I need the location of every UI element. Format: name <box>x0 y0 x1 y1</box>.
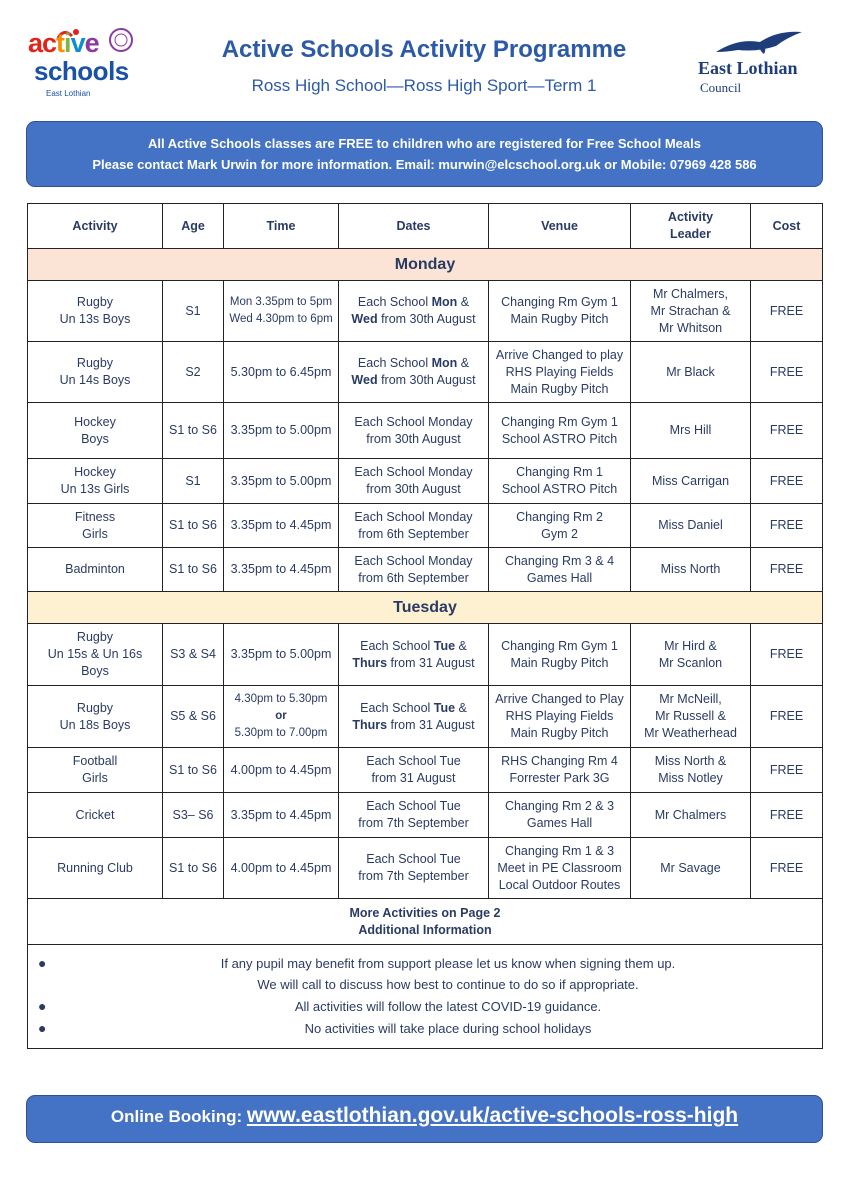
activity-line: Rugby <box>76 700 114 715</box>
dates-text-part: Each School <box>360 700 434 715</box>
leader-header-line-1: Activity <box>667 210 714 224</box>
dates-text-part: Mon <box>431 356 458 370</box>
leader-line: Mr Scanlon <box>658 655 723 670</box>
dates-line: Each School Tue <box>366 754 461 768</box>
leader-line: Mr Black <box>666 364 715 379</box>
activity-line: Fitness <box>74 509 116 524</box>
venue-line: Main Rugby Pitch <box>510 312 609 326</box>
cell-leader <box>631 624 751 686</box>
day-label-monday: Monday <box>28 249 823 281</box>
cell-time <box>224 793 339 838</box>
time-line: 4.00pm to 4.45pm <box>230 762 332 777</box>
venue-line: Main Rugby Pitch <box>510 381 609 396</box>
cell-age: S1 to S6 <box>163 548 224 592</box>
cell-age: S1 to S6 <box>163 838 224 899</box>
cell-activity <box>28 459 163 504</box>
leader-line: Mr Weatherhead <box>644 726 737 740</box>
cell-cost: FREE <box>751 281 823 342</box>
col-header-dates: Dates <box>339 204 489 249</box>
dates-line <box>342 311 485 328</box>
venue-line: Forrester Park 3G <box>509 771 610 785</box>
venue-line: School ASTRO Pitch <box>501 482 618 496</box>
cell-age: S1 to S6 <box>163 504 224 548</box>
leader-line: Miss Carrigan <box>651 473 730 488</box>
cell-venue <box>489 548 631 592</box>
venue-line: School ASTRO Pitch <box>501 431 618 446</box>
online-booking-banner <box>26 1095 823 1143</box>
more-activities-row <box>28 899 823 945</box>
venue-line: Meet in PE Classroom <box>497 860 622 875</box>
cell-venue <box>489 504 631 548</box>
activity-row <box>28 548 823 592</box>
activity-row <box>28 624 823 686</box>
activity-line: Running Club <box>57 860 133 875</box>
activity-line: Un 18s Boys <box>59 717 131 732</box>
time-line: 5.30pm to 6.45pm <box>230 364 332 379</box>
activity-line: Football <box>72 754 118 768</box>
dates-text-part: Each School <box>360 638 434 653</box>
cell-venue <box>489 342 631 403</box>
cell-dates <box>339 504 489 548</box>
dates-line: Each School Monday <box>354 465 473 479</box>
info-bullet-text: All activities will follow the latest COVID-19 guidance. <box>294 999 602 1014</box>
leader-line: Mr Savage <box>660 860 721 875</box>
dates-text-part: Each School <box>357 356 432 370</box>
cell-activity <box>28 838 163 899</box>
cell-venue <box>489 793 631 838</box>
cell-cost: FREE <box>751 504 823 548</box>
activity-line: Boys <box>81 431 109 446</box>
venue-line: RHS Playing Fields <box>505 364 614 379</box>
leader-line: Miss North & <box>654 754 727 768</box>
dates-text-part: from 31 August <box>387 717 475 732</box>
bullet-icon: ● <box>38 955 47 971</box>
venue-line: Arrive Changed to play <box>495 347 624 362</box>
time-line: or <box>275 710 287 722</box>
dates-text-part: from 30th August <box>377 373 476 387</box>
banner-line-1: All Active Schools classes are FREE to children who are registered for Free School Meals <box>148 136 701 151</box>
activity-line: Girls <box>82 526 108 541</box>
venue-line: Local Outdoor Routes <box>498 877 621 892</box>
cell-activity <box>28 281 163 342</box>
time-line: 4.00pm to 4.45pm <box>230 860 332 875</box>
info-row <box>28 945 823 1049</box>
day-label-tuesday: Tuesday <box>28 592 823 624</box>
cell-leader <box>631 686 751 748</box>
more-activities-text: More Activities on Page 2 <box>349 905 501 920</box>
activity-line: Girls <box>82 771 108 785</box>
activity-line: Badminton <box>65 562 125 576</box>
bird-icon <box>698 28 828 60</box>
activity-row <box>28 504 823 548</box>
cell-leader <box>631 342 751 403</box>
dates-line <box>342 717 485 734</box>
activity-table <box>27 203 823 1049</box>
cell-leader <box>631 281 751 342</box>
cell-time <box>224 748 339 793</box>
dates-line <box>342 372 485 389</box>
cell-time <box>224 624 339 686</box>
dates-text-part: Wed <box>351 373 378 387</box>
leader-line: Miss Daniel <box>658 518 723 532</box>
cell-activity <box>28 624 163 686</box>
dates-text-part: Tue <box>433 638 456 653</box>
cell-age: S3– S6 <box>163 793 224 838</box>
dates-text-part: Mon <box>431 295 458 309</box>
activity-row <box>28 838 823 899</box>
leader-line: Mrs Hill <box>669 423 712 437</box>
booking-link[interactable]: www.eastlothian.gov.uk/active-schools-ross-high <box>246 1104 739 1127</box>
dates-line <box>342 355 485 372</box>
leader-line: Miss North <box>660 562 721 576</box>
cell-venue <box>489 459 631 504</box>
dates-line: Each School Monday <box>354 509 473 524</box>
logo-region-text: East Lothian <box>46 89 91 98</box>
cell-cost: FREE <box>751 548 823 592</box>
booking-label: Online Booking: <box>110 1107 247 1126</box>
dates-line: from 7th September <box>358 816 469 830</box>
dates-text-part: Wed <box>351 312 378 326</box>
venue-line: Main Rugby Pitch <box>510 655 609 670</box>
cell-cost: FREE <box>751 342 823 403</box>
cell-leader <box>631 403 751 459</box>
leader-line: Mr Hird & <box>664 638 717 653</box>
info-cell <box>28 945 823 1049</box>
col-header-age: Age <box>163 204 224 249</box>
activity-line: Rugby <box>76 356 114 370</box>
council-name: East Lothian <box>698 58 798 78</box>
time-line: 3.35pm to 4.45pm <box>230 562 332 576</box>
cell-activity <box>28 748 163 793</box>
cell-dates <box>339 459 489 504</box>
cell-dates <box>339 281 489 342</box>
activity-row <box>28 793 823 838</box>
bullet-icon: ● <box>38 1020 47 1036</box>
activity-row <box>28 403 823 459</box>
venue-line: RHS Playing Fields <box>505 709 614 723</box>
venue-line: Changing Rm 1 <box>516 465 603 479</box>
cell-cost: FREE <box>751 793 823 838</box>
info-bullet-text: If any pupil may benefit from support please let us know when signing them up. <box>220 956 676 971</box>
venue-line: Changing Rm 1 & 3 <box>504 843 615 858</box>
activity-row <box>28 748 823 793</box>
col-header-cost: Cost <box>751 204 823 249</box>
dates-line: from 30th August <box>366 431 461 446</box>
cell-leader <box>631 838 751 899</box>
cell-time <box>224 838 339 899</box>
dates-text-part: & <box>457 295 470 309</box>
free-meals-banner <box>26 121 823 187</box>
logo-active-text: active <box>28 28 99 58</box>
activity-line: Cricket <box>75 807 115 822</box>
activity-line: Un 13s Girls <box>60 482 130 496</box>
bullet-icon: ● <box>38 998 47 1014</box>
cell-dates <box>339 686 489 748</box>
cell-activity <box>28 403 163 459</box>
active-schools-logo <box>28 26 138 102</box>
cell-dates <box>339 624 489 686</box>
cell-time <box>224 686 339 748</box>
cell-time <box>224 403 339 459</box>
leader-line: Mr McNeill, <box>659 692 722 706</box>
dates-text-part: from 30th August <box>377 312 476 326</box>
activity-line: Rugby <box>76 295 114 309</box>
cell-cost: FREE <box>751 624 823 686</box>
cell-cost: FREE <box>751 748 823 793</box>
cell-time <box>224 504 339 548</box>
activity-row <box>28 686 823 748</box>
leader-line: Mr Chalmers, <box>652 286 728 301</box>
day-row-tuesday <box>28 592 823 624</box>
cell-time <box>224 548 339 592</box>
dates-line: from 30th August <box>366 482 461 496</box>
time-line: 3.35pm to 4.45pm <box>230 807 332 822</box>
cell-age: S1 to S6 <box>163 403 224 459</box>
dates-line <box>342 655 485 672</box>
cell-dates <box>339 403 489 459</box>
cell-cost: FREE <box>751 459 823 504</box>
dates-line: from 7th September <box>358 869 469 883</box>
dates-line: from 6th September <box>358 570 469 585</box>
info-bullet <box>31 953 819 995</box>
dates-line <box>342 294 485 311</box>
info-bullet-text-continued: We will call to discuss how best to continue to do so if appropriate. <box>257 977 639 992</box>
cell-activity <box>28 504 163 548</box>
time-line: 3.35pm to 5.00pm <box>230 473 332 488</box>
more-activities-cell <box>28 899 823 945</box>
time-line: 4.30pm to 5.30pm <box>234 693 328 705</box>
info-bullet <box>31 996 819 1017</box>
dates-text-part: & <box>457 356 470 370</box>
cell-age: S5 & S6 <box>163 686 224 748</box>
activity-line: Un 14s Boys <box>59 373 131 387</box>
east-lothian-council-logo <box>698 28 828 98</box>
activity-line: Un 15s & Un 16s <box>47 647 143 661</box>
page-title: Active Schools Activity Programme <box>221 36 627 63</box>
page-header <box>0 0 848 115</box>
cell-age: S1 to S6 <box>163 748 224 793</box>
logo-schools-text: schools <box>34 56 129 86</box>
cell-age: S2 <box>163 342 224 403</box>
venue-line: Changing Rm Gym 1 <box>501 295 618 309</box>
activity-line: Un 13s Boys <box>59 312 131 326</box>
leader-line: Mr Strachan & <box>650 303 731 318</box>
banner-line-2: Please contact Mark Urwin for more information. Email: murwin@elcschool.org.uk or Mobile: 07969 428 586 <box>92 157 757 172</box>
table-body <box>28 249 823 1049</box>
venue-line: Main Rugby Pitch <box>510 726 609 740</box>
activity-line: Rugby <box>76 630 114 644</box>
cell-cost: FREE <box>751 686 823 748</box>
cell-venue <box>489 686 631 748</box>
cell-age: S1 <box>163 281 224 342</box>
cell-venue <box>489 281 631 342</box>
leader-line: Mr Russell & <box>655 709 726 723</box>
venue-line: RHS Changing Rm 4 <box>501 754 618 768</box>
cell-time <box>224 281 339 342</box>
cell-activity <box>28 548 163 592</box>
dates-line: from 6th September <box>358 526 469 541</box>
cell-dates <box>339 748 489 793</box>
cell-venue <box>489 403 631 459</box>
activity-line: Hockey <box>74 465 116 479</box>
activity-line: Hockey <box>74 414 116 429</box>
leader-line: Mr Whitson <box>658 320 723 335</box>
cell-dates <box>339 342 489 403</box>
cell-leader <box>631 748 751 793</box>
dates-line: Each School Monday <box>354 414 473 429</box>
info-bullet <box>31 1018 819 1039</box>
dates-line: Each School Tue <box>366 799 461 813</box>
dates-text-part: Thurs <box>352 717 388 732</box>
cell-activity <box>28 686 163 748</box>
dates-text-part: & <box>455 638 467 653</box>
col-header-time: Time <box>224 204 339 249</box>
cell-activity <box>28 793 163 838</box>
activity-row <box>28 281 823 342</box>
cell-leader <box>631 459 751 504</box>
col-header-activity: Activity <box>28 204 163 249</box>
dates-line: Each School Tue <box>366 852 461 866</box>
activity-row <box>28 342 823 403</box>
venue-line: Changing Rm 2 <box>516 509 603 524</box>
venue-line: Arrive Changed to Play <box>495 692 624 706</box>
col-header-leader <box>631 204 751 249</box>
time-line: 3.35pm to 5.00pm <box>230 647 332 661</box>
dates-line: from 31 August <box>371 771 456 785</box>
dates-line: Each School Monday <box>354 553 473 568</box>
page-subtitle: Ross High School—Ross High Sport—Term 1 <box>251 76 597 95</box>
cell-time <box>224 459 339 504</box>
time-line: Mon 3.35pm to 5pm <box>229 296 333 308</box>
dates-line <box>342 700 485 717</box>
cell-dates <box>339 793 489 838</box>
venue-line: Games Hall <box>526 816 593 830</box>
table-header-row <box>28 204 823 249</box>
venue-line: Changing Rm Gym 1 <box>501 414 618 429</box>
cell-age: S1 <box>163 459 224 504</box>
cell-activity <box>28 342 163 403</box>
cell-venue <box>489 838 631 899</box>
cell-age: S3 & S4 <box>163 624 224 686</box>
venue-line: Changing Rm Gym 1 <box>501 638 618 653</box>
dates-line <box>342 638 485 655</box>
venue-line: Changing Rm 2 & 3 <box>504 799 615 813</box>
activity-line: Boys <box>81 664 109 678</box>
time-line: Wed 4.30pm to 6pm <box>229 313 333 325</box>
activity-row <box>28 459 823 504</box>
info-bullet-text: No activities will take place during school holidays <box>304 1021 592 1036</box>
venue-line: Games Hall <box>526 570 593 585</box>
col-header-venue: Venue <box>489 204 631 249</box>
cell-cost: FREE <box>751 403 823 459</box>
dates-text-part: Tue <box>433 700 456 715</box>
leader-line: Miss Notley <box>658 771 723 785</box>
leader-header-line-2: Leader <box>670 227 711 241</box>
logo-active-part: ac <box>28 28 57 58</box>
council-label: Council <box>700 80 742 95</box>
additional-info-heading: Additional Information <box>358 922 492 937</box>
dates-text-part: & <box>455 700 467 715</box>
cell-dates <box>339 838 489 899</box>
venue-line: Changing Rm 3 & 4 <box>504 553 615 568</box>
dates-text-part: Thurs <box>352 655 388 670</box>
cell-time <box>224 342 339 403</box>
cell-cost: FREE <box>751 838 823 899</box>
cell-leader <box>631 548 751 592</box>
time-line: 3.35pm to 4.45pm <box>230 518 332 532</box>
cell-venue <box>489 748 631 793</box>
day-row-monday <box>28 249 823 281</box>
venue-line: Gym 2 <box>541 526 578 541</box>
dates-text-part: from 31 August <box>387 655 475 670</box>
time-line: 5.30pm to 7.00pm <box>234 727 328 739</box>
cell-leader <box>631 504 751 548</box>
cell-dates <box>339 548 489 592</box>
time-line: 3.35pm to 5.00pm <box>230 423 332 437</box>
leader-line: Mr Chalmers <box>654 807 727 822</box>
cell-venue <box>489 624 631 686</box>
dates-text-part: Each School <box>357 295 432 309</box>
cell-leader <box>631 793 751 838</box>
